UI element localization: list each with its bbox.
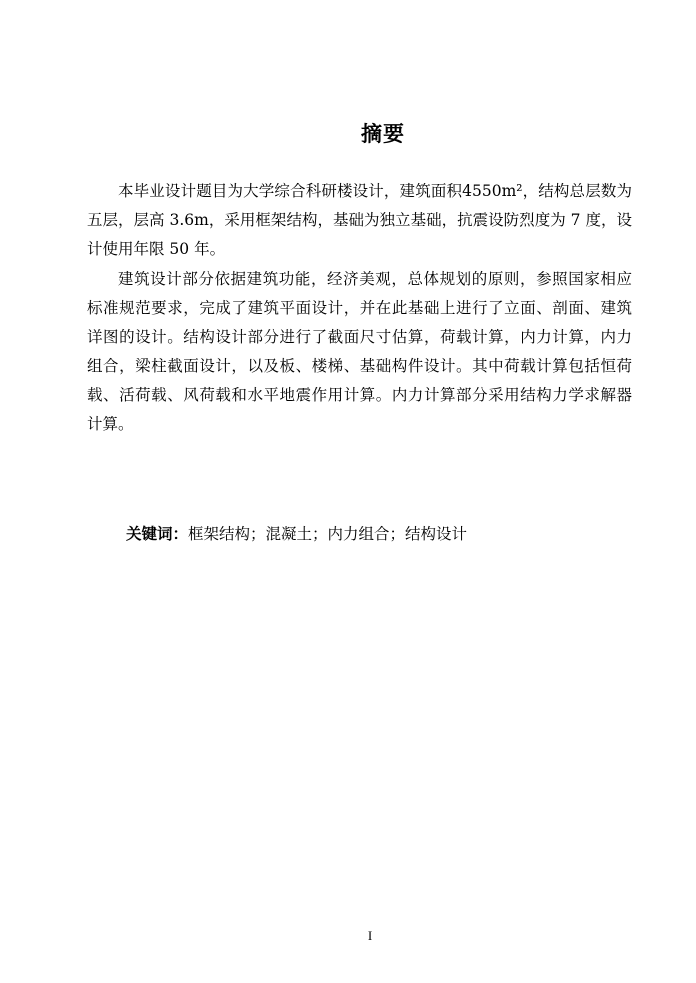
abstract-title: 摘要 (361, 122, 405, 146)
paragraph-line: 详图的设计。结构设计部分进行了截面尺寸估算，荷载计算，内力计算，内力 (87, 328, 632, 346)
paragraph-line: 五层，层高 3.6m，采用框架结构，基础为独立基础，抗震设防烈度为 7 度，设 (87, 211, 632, 229)
keywords-line (126, 522, 467, 544)
paragraph-line: 建筑设计部分依据建筑功能，经济美观，总体规划的原则，参照国家相应 (118, 270, 632, 288)
paragraph-line: 计算。 (87, 415, 134, 433)
page-number: I (367, 928, 373, 943)
keywords-label: 关键词： (126, 525, 189, 543)
paragraph-line: 载、活荷载、风荷载和水平地震作用计算。内力计算部分采用结构力学求解器 (87, 386, 632, 404)
paragraph-line: 本毕业设计题目为大学综合科研楼设计，建筑面积4550m²，结构总层数为 (118, 182, 632, 200)
paragraph-line: 计使用年限 50 年。 (87, 240, 226, 258)
abstract-paragraph-2 (87, 265, 632, 439)
keywords-text: 框架结构；混凝土；内力组合；结构设计 (188, 525, 468, 543)
paragraph-line: 标准规范要求，完成了建筑平面设计，并在此基础上进行了立面、剖面、建筑 (87, 299, 632, 317)
paragraph-line: 组合，梁柱截面设计，以及板、楼梯、基础构件设计。其中荷载计算包括恒荷 (87, 357, 632, 375)
abstract-paragraph-1 (87, 177, 632, 264)
